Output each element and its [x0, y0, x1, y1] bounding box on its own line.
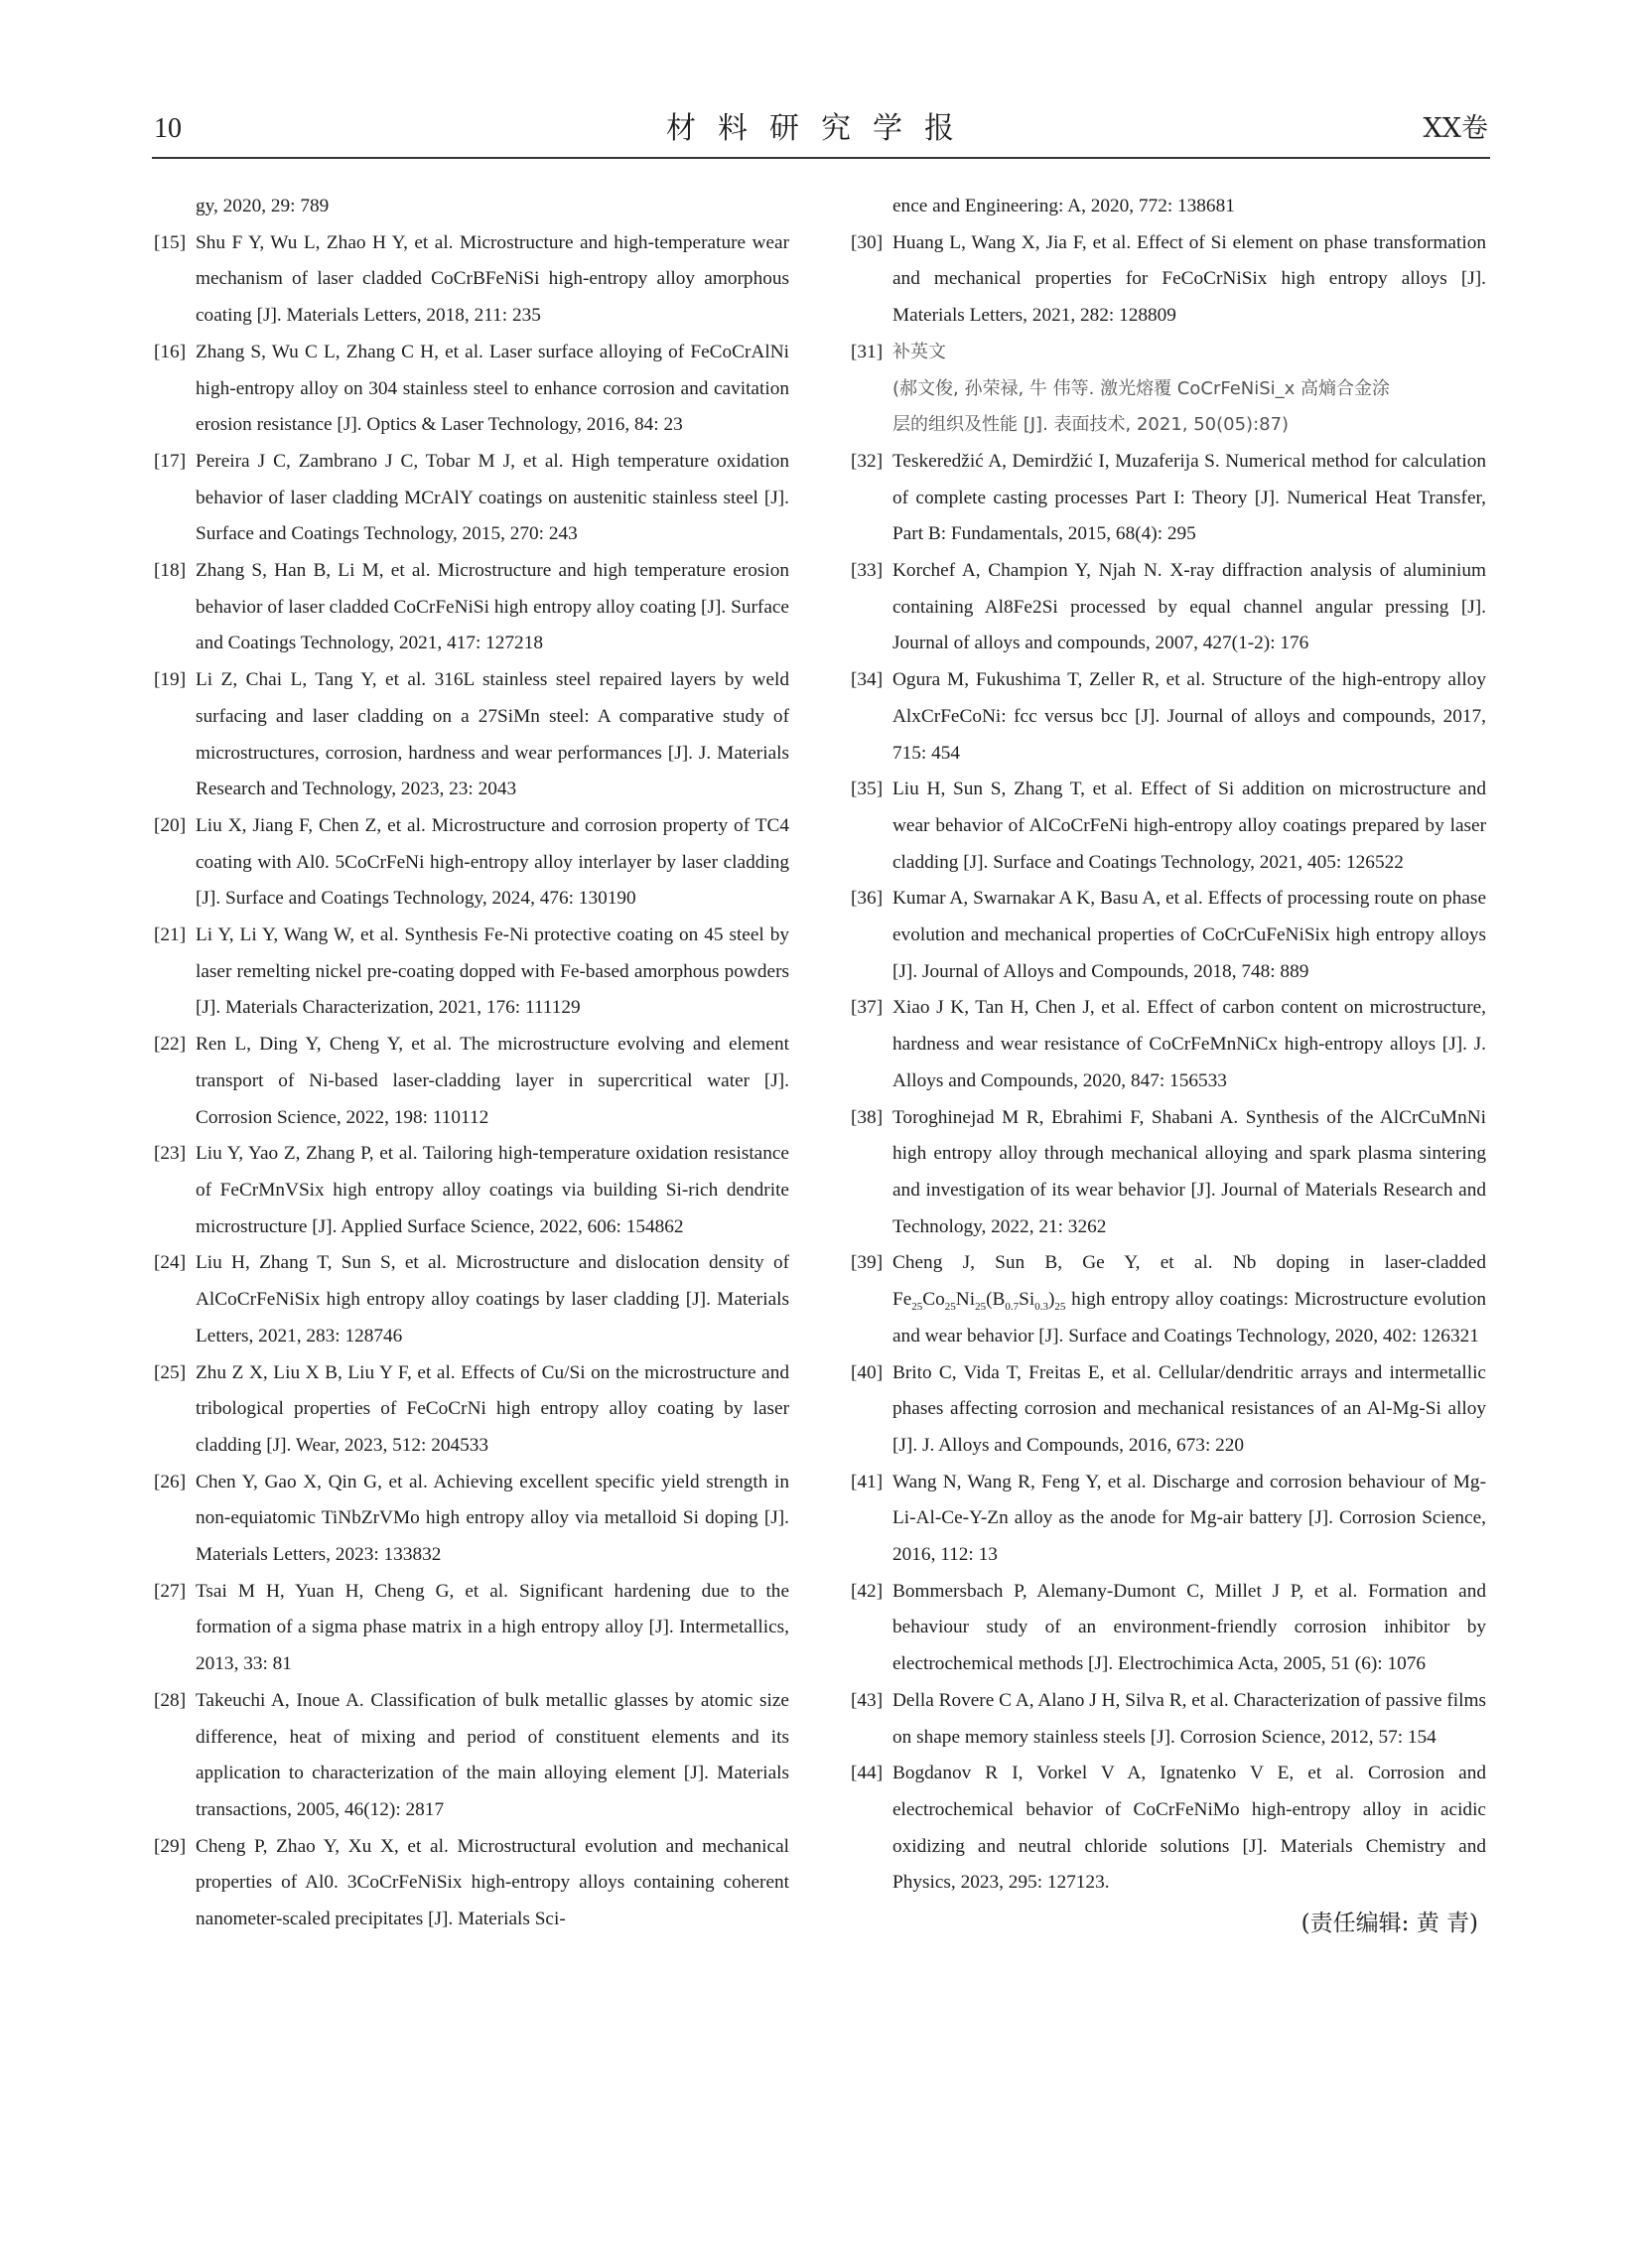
reference-list-right-a — [851, 444, 1486, 1245]
reference-item — [154, 444, 789, 553]
reference-number: [36] — [851, 888, 884, 910]
volume-label: XX卷 — [1423, 113, 1488, 144]
reference-item — [154, 808, 789, 918]
reference-text: Zhu Z X, Liu X B, Liu Y F, et al. Effects of Cu/Si on the microstructure and tribological properties of FeCoCrNi high entropy alloy coating by laser cladding [J]. Wear, 2023, 512: 204533 — [196, 1361, 789, 1456]
ref-continuation: gy, 2020, 29: 789 — [196, 196, 330, 216]
reference-number: [38] — [851, 1106, 884, 1128]
reference-text: Kumar A, Swarnakar A K, Basu A, et al. Effects of processing route on phase evolution and mechanical properties of CoCrCuFeNiSix high entropy alloys [J]. Journal of Alloys and Compounds, 2018, 748: 889 — [892, 888, 1486, 982]
reference-item — [851, 662, 1486, 772]
reference-text: Tsai M H, Yuan H, Cheng G, et al. Significant hardening due to the formation of a sigma phase matrix in a high entropy alloy [J]. Intermetallics, 2013, 33: 81 — [196, 1580, 789, 1675]
reference-item — [154, 1683, 789, 1829]
reference-number: [37] — [851, 997, 884, 1019]
reference-placeholder: 补英文 — [892, 341, 946, 362]
reference-text: Toroghinejad M R, Ebrahimi F, Shabani A. Synthesis of the AlCrCuMnNi high entropy alloy through mechanical alloying and spark plasma sintering and investigation of its wear behavior [J]. Journal of Materials Research and Technology, 2022, 21: 3262 — [892, 1106, 1486, 1237]
reference-number: [39] — [851, 1252, 884, 1274]
reference-item — [154, 1355, 789, 1465]
reference-text: Li Z, Chai L, Tang Y, et al. 316L stainless steel repaired layers by weld surfacing and laser cladding on a 27SiMn steel: A comparative study of microstructures, corrosion, hardness and wear performances [J]. J. Materials Research and Technology, 2023, 23: 2043 — [196, 669, 789, 800]
reference-item — [154, 335, 789, 444]
reference-item — [154, 225, 789, 335]
reference-text: Liu X, Jiang F, Chen Z, et al. Microstructure and corrosion property of TC4 coating with Al0. 5CoCrFeNi high-entropy alloy interlayer by laser cladding [J]. Surface and Coatings Technology, 2024, 476: 130190 — [196, 814, 789, 910]
reference-text: Zhang S, Han B, Li M, et al. Microstructure and high temperature erosion behavior of laser cladded CoCrFeNiSi high entropy alloy coating [J]. Surface and Coatings Technology, 2021, 417: 127218 — [196, 560, 789, 654]
reference-text: Korchef A, Champion Y, Njah N. X-ray diffraction analysis of aluminium containing Al8Fe2Si processed by equal channel angular pressing [J]. Journal of alloys and compounds, 2007, 427(1-2): 176 — [892, 560, 1486, 654]
reference-item — [154, 553, 789, 662]
reference-text: Brito C, Vida T, Freitas E, et al. Cellular/dendritic arrays and intermetallic phases affecting corrosion and mechanical resistances of an Al-Mg-Si alloy [J]. J. Alloys and Compounds, 2016, 673: 220 — [892, 1361, 1486, 1456]
reference-item — [154, 662, 789, 808]
reference-item — [851, 881, 1486, 990]
reference-text: Pereira J C, Zambrano J C, Tobar M J, et al. High temperature oxidation behavior of laser cladding MCrAlY coatings on austenitic stainless steel [J]. Surface and Coatings Technology, 2015, 270: 243 — [196, 450, 789, 545]
reference-number: [28] — [154, 1689, 187, 1711]
reference-text: Takeuchi A, Inoue A. Classification of bulk metallic glasses by atomic size difference, heat of mixing and period of constituent elements and its application to characterization of the main alloying element [J]. Materials transactions, 2005, 46(12): 2817 — [196, 1689, 789, 1820]
reference-text: high entropy alloy coatings: Microstructure evolution and wear behavior [J]. Surface and Coatings Technology, 2020, 402: 126321 — [892, 1289, 1486, 1347]
reference-number: [20] — [154, 814, 187, 836]
ref-continuation: ence and Engineering: A, 2020, 772: 138681 — [892, 196, 1235, 216]
reference-cjk-line: 层的组织及性能 [J]. 表面技术, 2021, 50(05):87) — [892, 414, 1290, 436]
reference-text: Zhang S, Wu C L, Zhang C H, et al. Laser surface alloying of FeCoCrAlNi high-entropy alloy on 304 stainless steel to enhance corrosion and cavitation erosion resistance [J]. Optics & Laser Technology, 2016, 84: 23 — [196, 341, 789, 436]
reference-text: Ogura M, Fukushima T, Zeller R, et al. Structure of the high-entropy alloy AlxCrFeCoNi: fcc versus bcc [J]. Journal of alloys and compounds, 2017, 715: 454 — [892, 669, 1486, 764]
reference-item — [851, 1245, 1486, 1354]
reference-number: [16] — [154, 341, 187, 362]
reference-item — [851, 553, 1486, 662]
reference-number: [44] — [851, 1763, 884, 1784]
reference-item — [851, 335, 1486, 444]
reference-number: [43] — [851, 1689, 884, 1711]
reference-text: Teskeredžić A, Demirdžić I, Muzaferija S. Numerical method for calculation of complete casting processes Part I: Theory [J]. Numerical Heat Transfer, Part B: Fundamentals, 2015, 68(4): 295 — [892, 450, 1486, 545]
reference-number: [29] — [154, 1835, 187, 1857]
reference-text: Cheng P, Zhao Y, Xu X, et al. Microstructural evolution and mechanical properties of Al0. 3CoCrFeNiSix high-entropy alloys containing coherent nanometer-scaled precipitates [J]. Materials Sci- — [196, 1835, 789, 1930]
reference-item — [851, 1756, 1486, 1902]
reference-text: Chen Y, Gao X, Qin G, et al. Achieving excellent specific yield strength in non-equiatomic TiNbZrVMo high entropy alloy via metalloid Si doping [J]. Materials Letters, 2023: 133832 — [196, 1471, 789, 1566]
reference-number: [24] — [154, 1252, 187, 1274]
header-divider — [152, 157, 1490, 159]
reference-number: [42] — [851, 1580, 884, 1602]
reference-item — [154, 918, 789, 1027]
reference-item — [851, 772, 1486, 881]
reference-text: Huang L, Wang X, Jia F, et al. Effect of Si element on phase transformation and mechanical properties for FeCoCrNiSix high entropy alloys [J]. Materials Letters, 2021, 282: 128809 — [892, 231, 1486, 327]
chemical-formula: $Fe_{25}Co_{25}Ni_{25}(B_{0.7}Si_{0.3})_{25}$ — [892, 1289, 1066, 1313]
reference-number: [34] — [851, 669, 884, 691]
reference-number: [15] — [154, 231, 187, 253]
reference-number: [17] — [154, 450, 187, 472]
page-number: 10 — [154, 113, 182, 144]
reference-item — [154, 1574, 789, 1683]
reference-text: Cheng J, Sun B, Ge Y, et al. Nb doping in laser-cladded — [892, 1252, 1486, 1274]
reference-line — [851, 335, 1486, 371]
reference-number: [30] — [851, 231, 884, 253]
reference-number: [19] — [154, 669, 187, 691]
reference-number: [25] — [154, 1361, 187, 1383]
reference-text: Xiao J K, Tan H, Chen J, et al. Effect of carbon content on microstructure, hardness and wear resistance of CoCrFeMnNiCx high-entropy alloys [J]. J. Alloys and Compounds, 2020, 847: 156533 — [892, 997, 1486, 1091]
reference-item — [154, 1829, 789, 1938]
reference-cjk-line: (郝文俊, 孙荣禄, 牛 伟等. 激光熔覆 CoCrFeNiSi_x 高熵合金涂 — [892, 377, 1391, 399]
reference-text: Wang N, Wang R, Feng Y, et al. Discharge and corrosion behaviour of Mg-Li-Al-Ce-Y-Zn alloy as the anode for Mg-air battery [J]. Corrosion Science, 2016, 112: 13 — [892, 1471, 1486, 1566]
reference-list-right-b — [851, 1355, 1486, 1903]
left-column — [154, 189, 789, 1938]
reference-item — [851, 1100, 1486, 1246]
reference-text: Liu Y, Yao Z, Zhang P, et al. Tailoring high-temperature oxidation resistance of FeCrMnVSix high entropy alloy coatings via building Si-rich dendrite microstructure [J]. Applied Surface Science, 2022, 606: 154862 — [196, 1143, 789, 1237]
reference-text: Bogdanov R I, Vorkel V A, Ignatenko V E, et al. Corrosion and electrochemical behavior of CoCrFeNiMo high-entropy alloy in acidic oxidizing and neutral chloride solutions [J]. Materials Chemistry and Physics, 2023, 295: 127123. — [892, 1763, 1486, 1894]
reference-list-left — [154, 225, 789, 1938]
reference-number: [33] — [851, 560, 884, 582]
reference-item — [851, 990, 1486, 1099]
reference-text: Liu H, Zhang T, Sun S, et al. Microstructure and dislocation density of AlCoCrFeNiSix high entropy alloy coatings by laser cladding [J]. Materials Letters, 2021, 283: 128746 — [196, 1252, 789, 1347]
reference-item — [154, 1245, 789, 1354]
reference-text: Bommersbach P, Alemany-Dumont C, Millet J P, et al. Formation and behaviour study of an environment-friendly corrosion inhibitor by electrochemical methods [J]. Electrochimica Acta, 2005, 51 (6): 1076 — [892, 1580, 1486, 1675]
reference-item — [851, 1683, 1486, 1756]
reference-number: [32] — [851, 450, 884, 472]
reference-number: [31] — [851, 341, 884, 362]
reference-text: Shu F Y, Wu L, Zhao H Y, et al. Microstructure and high-temperature wear mechanism of laser cladded CoCrBFeNiSi high-entropy alloy amorphous coating [J]. Materials Letters, 2018, 211: 235 — [196, 231, 789, 327]
reference-text: Li Y, Li Y, Wang W, et al. Synthesis Fe-Ni protective coating on 45 steel by laser remelting nickel pre-coating dopped with Fe-based amorphous powders [J]. Materials Characterization, 2021, 176: 111129 — [196, 924, 789, 1019]
reference-number: [35] — [851, 779, 884, 800]
reference-item — [851, 1465, 1486, 1574]
reference-item — [851, 1355, 1486, 1465]
reference-text: Liu H, Sun S, Zhang T, et al. Effect of Si addition on microstructure and wear behavior of AlCoCrFeNi high-entropy alloy coatings prepared by laser cladding [J]. Surface and Coatings Technology, 2021, 405: 126522 — [892, 779, 1486, 873]
reference-number: [23] — [154, 1143, 187, 1165]
reference-number: [22] — [154, 1034, 187, 1056]
reference-number: [21] — [154, 924, 187, 946]
reference-item — [154, 1465, 789, 1574]
reference-number: [26] — [154, 1471, 187, 1492]
reference-number: [41] — [851, 1471, 884, 1492]
reference-item — [851, 225, 1486, 335]
reference-item — [154, 1027, 789, 1136]
reference-item — [851, 444, 1486, 553]
journal-title: 材料研究学报 — [666, 111, 976, 146]
right-column — [851, 189, 1486, 1942]
reference-number: [40] — [851, 1361, 884, 1383]
reference-number: [27] — [154, 1580, 187, 1602]
reference-text: Ren L, Ding Y, Cheng Y, et al. The microstructure evolving and element transport of Ni-based laser-cladding layer in supercritical water [J]. Corrosion Science, 2022, 198: 110112 — [196, 1034, 789, 1128]
reference-item — [851, 1574, 1486, 1683]
reference-number: [18] — [154, 560, 187, 582]
reference-item — [154, 1136, 789, 1245]
reference-text: Della Rovere C A, Alano J H, Silva R, et al. Characterization of passive films on shape memory stainless steels [J]. Corrosion Science, 2012, 57: 154 — [892, 1689, 1486, 1748]
editor-note: (责任编辑: 黄 青) — [1300, 1911, 1478, 1937]
